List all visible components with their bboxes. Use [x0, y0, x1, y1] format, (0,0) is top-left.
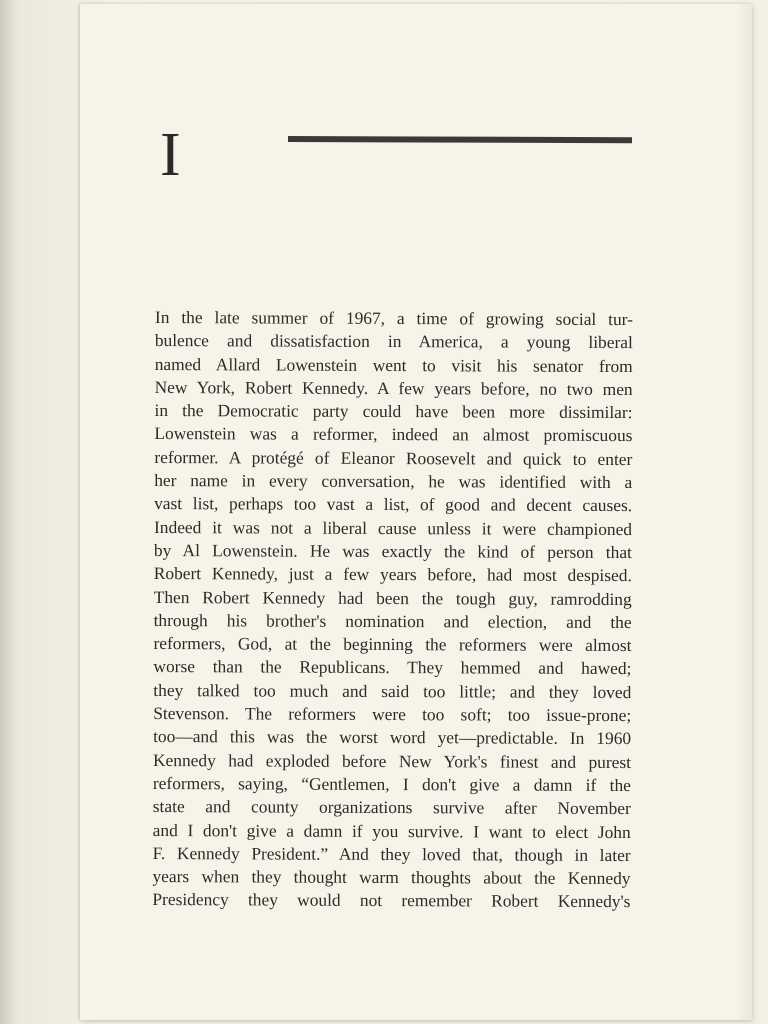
text-line: her name in every conversation, he was identified with a	[154, 470, 633, 493]
text-line: years when they thought warm thoughts about the Kennedy	[152, 866, 631, 889]
text-line: Robert Kennedy, just a few years before, had most despised.	[153, 563, 632, 586]
chapter-numeral: I	[160, 121, 181, 189]
text-line: Kennedy had exploded before New York's finest and purest	[152, 749, 632, 772]
text-line: Stevenson. The reformers were too soft; too issue-prone;	[153, 703, 632, 726]
text-line: state and county organizations survive after November	[152, 796, 631, 819]
text-line: reformers, God, at the beginning the reformers were almost	[153, 633, 632, 656]
book-page	[80, 4, 752, 1020]
text-line: Indeed it was not a liberal cause unless it were championed	[153, 516, 633, 539]
text-line: Then Robert Kennedy had been the tough guy, ramrodding	[153, 586, 632, 609]
text-line: in the Democratic party could have been more dissimilar:	[154, 400, 633, 423]
text-line: In the late summer of 1967, a time of growing social tur-	[154, 307, 633, 330]
text-line: New York, Robert Kennedy. A few years before, no two men	[154, 376, 633, 399]
text-line: worse than the Republicans. They hemmed and hawed;	[153, 656, 632, 679]
text-line: and I don't give a damn if you survive. I want to elect John	[152, 819, 631, 842]
text-line: named Allard Lowenstein went to visit his senator from	[154, 353, 633, 376]
text-line: they talked too much and said too little; and they loved	[153, 679, 632, 702]
page-edge-shading	[736, 4, 752, 1020]
text-line: too—and this was the worst word yet—predictable. In 1960	[153, 726, 632, 749]
book-gutter-shadow	[0, 0, 18, 1024]
text-line: through his brother's nomination and election, and the	[153, 609, 632, 632]
chapter-heading-rule	[288, 136, 632, 143]
text-line: Presidency they would not remember Robert Kennedy's	[152, 889, 631, 912]
text-line: F. Kennedy President.” And they loved that, though in later	[152, 842, 631, 865]
body-paragraph	[152, 306, 633, 914]
text-line: by Al Lowenstein. He was exactly the kind of person that	[153, 539, 632, 563]
text-line: Lowenstein was a reformer, indeed an almost promiscuous	[154, 423, 633, 446]
text-line: reformers, saying, “Gentlemen, I don't give a damn if the	[152, 772, 631, 796]
text-line: reformer. A protégé of Eleanor Roosevelt and quick to enter	[154, 446, 633, 469]
text-line: bulence and dissatisfaction in America, a young liberal	[154, 330, 633, 353]
text-line: vast list, perhaps too vast a list, of good and decent causes.	[154, 493, 633, 516]
